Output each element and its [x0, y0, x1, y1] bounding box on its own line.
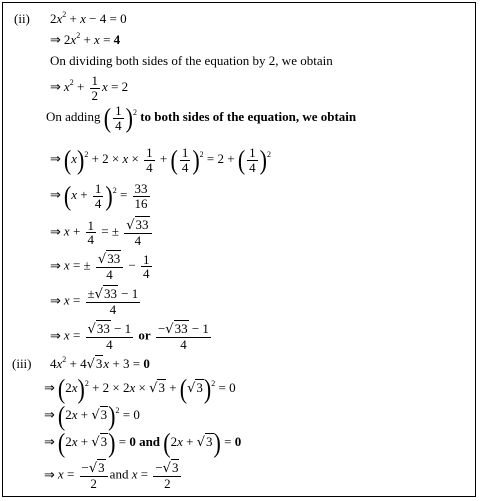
- eq-ii-line8: ⇒ x = $\frac{\pm√33 - 1}{4}$: [50, 286, 139, 317]
- eq-ii-line7: ⇒ x = ± $\frac{√33}{4}$ − $\frac{1}{4}$: [50, 251, 150, 282]
- eq-iii-line2: ⇒ $(2x)^2 + 2 \times 2x \times √3 + (√3)^2 = 0$: [44, 372, 236, 404]
- part-label-iii: (iii): [12, 356, 32, 371]
- eq-ii-line3: ⇒ $x^2$ + $\frac{1}{2}$ x = 2: [50, 73, 129, 103]
- eq-ii-line9: ⇒ x = $\frac{√33 - 1}{4}$ or $\frac{-√33 - 1}{4}$: [50, 321, 209, 352]
- part-label-ii: (ii): [14, 11, 30, 26]
- text-divide: On dividing both sides of the equation by 2, we obtain: [50, 53, 333, 68]
- eq-ii-line1: $2x^2 + x - 4 = 0$: [50, 10, 127, 26]
- eq-ii-line2: ⇒ $2x^2 + x = 4$: [50, 31, 121, 48]
- eq-iii-line1: $4x^2 + 4√3x + 3 = 0$: [50, 355, 150, 372]
- eq-ii-line6: ⇒ x + $\frac{1}{4}$ = ± $\frac{√33}{4}$: [50, 218, 154, 247]
- eq-ii-line4: ⇒ $(x)^2 + 2 \times x$ × $\frac{1}{4}$ + ( $\frac{1}{4}$ )$^2$ = 2 + ( $\frac{1}{4}$ )$^2$: [50, 143, 271, 176]
- eq-iii-line5: ⇒ x = $\frac{-√3}{2}$ and x = $\frac{-√3}{2}$: [44, 461, 183, 490]
- eq-ii-line5: ⇒ (x + $\frac{1}{4}$ )$^2$ = $\frac{33}{16}$: [50, 179, 148, 212]
- eq-iii-line3: ⇒ $(2x + √3)^2 = 0$: [44, 399, 140, 431]
- eq-iii-line4: ⇒ (2x + √3) = 0 and (2x + √3) = 0: [44, 426, 242, 458]
- text-adding: On adding ( $\frac{1}{4}$ )$^2$ to both sides of the equation, we obtain: [46, 101, 357, 134]
